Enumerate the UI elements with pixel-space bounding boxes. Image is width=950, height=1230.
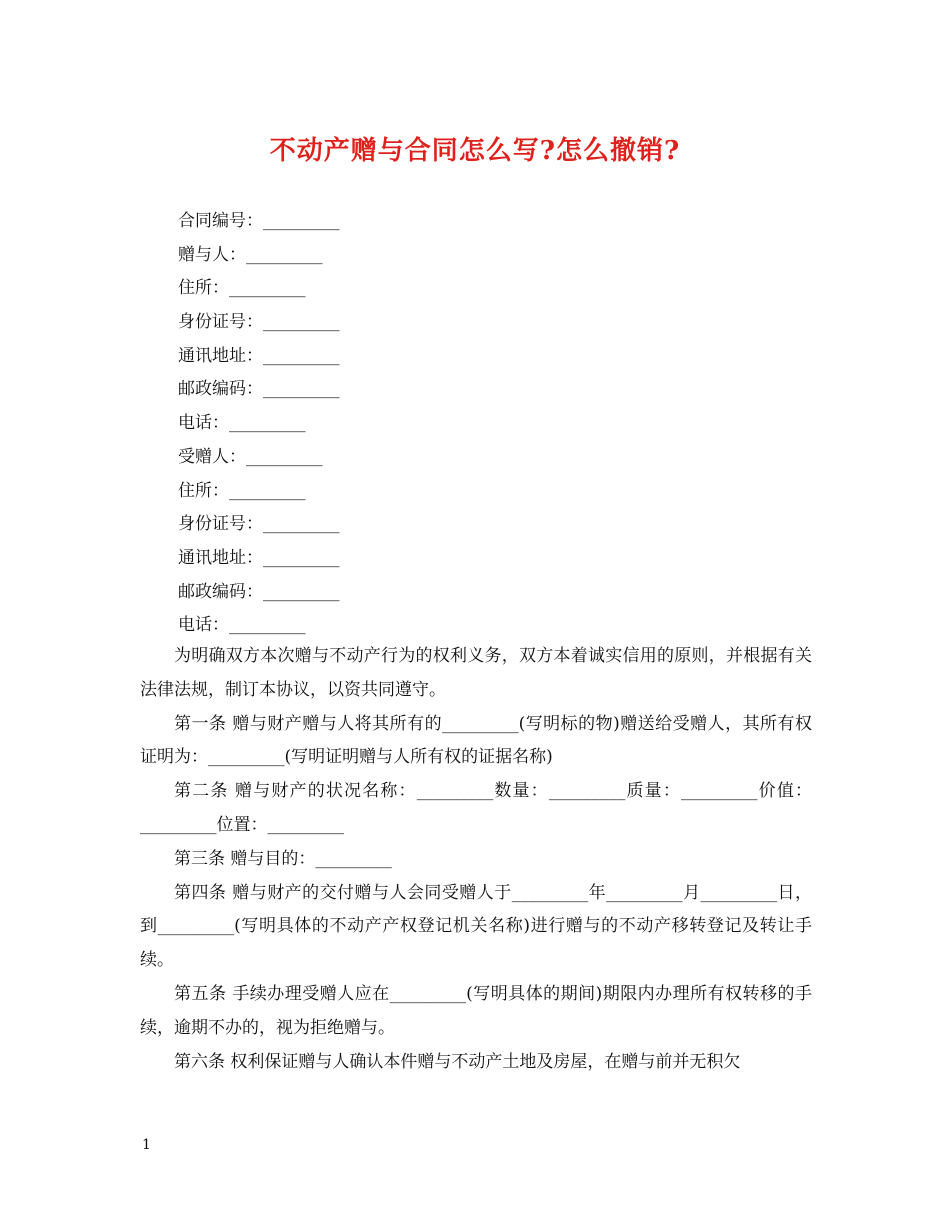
- field-donee-id: 身份证号：_________: [178, 514, 340, 535]
- party-info-fields: [178, 205, 818, 643]
- paragraph-article-6: 第六条 权利保证赠与人确认本件赠与不动产土地及房屋，在赠与前并无积欠: [174, 1051, 741, 1072]
- field-donee: 受赠人：_________: [178, 446, 323, 467]
- contract-body: [140, 640, 812, 1079]
- field-donee-phone: 电话：_________: [178, 615, 306, 636]
- field-donor-postcode: 邮政编码：_________: [178, 379, 340, 400]
- document-title: 不动产赠与合同怎么写?怎么撤销?: [269, 136, 681, 166]
- field-donor-address: 住所：_________: [178, 278, 306, 299]
- field-donor-phone: 电话：_________: [178, 413, 306, 434]
- field-donor-mail-address: 通讯地址：_________: [178, 345, 340, 366]
- paragraph-article-2: 第二条 赠与财产的状况名称：_________数量：_________质量：_________价值：_________位置：_________: [140, 781, 812, 835]
- field-donee-mail-address: 通讯地址：_________: [178, 547, 340, 568]
- field-contract-number: 合同编号：_________: [178, 211, 340, 231]
- paragraph-article-3: 第三条 赠与目的：_________: [174, 848, 392, 869]
- field-donor: 赠与人：_________: [178, 244, 323, 265]
- field-donor-id: 身份证号：_________: [178, 312, 340, 333]
- paragraph-article-5: 第五条 手续办理受赠人应在_________(写明具体的期间)期限内办理所有权转移的手续，逾期不办的，视为拒绝赠与。: [140, 983, 812, 1038]
- field-donee-address: 住所：_________: [178, 480, 306, 501]
- page-number: 1: [142, 1137, 151, 1153]
- field-donee-postcode: 邮政编码：_________: [178, 581, 340, 602]
- paragraph-article-4: 第四条 赠与财产的交付赠与人会同受赠人于_________年_________月_________日，到_________(写明具体的不动产产权登记机关名称)进行赠与的不动产移转登记及转让手续。: [140, 882, 812, 971]
- paragraph-article-1: 第一条 赠与财产赠与人将其所有的_________(写明标的物)赠送给受赠人，其所有权证明为：_________(写明证明赠与人所有权的证据名称): [140, 713, 812, 768]
- paragraph-preamble: 为明确双方本次赠与不动产行为的权利义务，双方本着诚实信用的原则，并根据有关法律法规，制订本协议，以资共同遵守。: [140, 646, 812, 700]
